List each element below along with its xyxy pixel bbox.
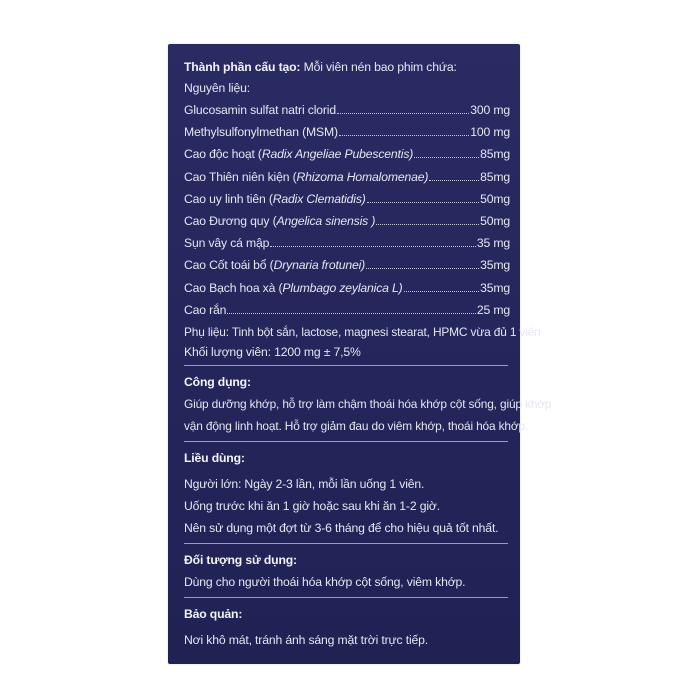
composition-heading	[184, 58, 510, 77]
composition-subtitle: Mỗi viên nén bao phim chứa:	[300, 60, 457, 74]
ingredient-row	[184, 166, 510, 188]
ingredient-latin-name: Drynaria frotunei)	[273, 258, 366, 273]
ingredient-name: Sụn vây cá mập	[184, 236, 270, 251]
leader-dots	[366, 268, 479, 269]
dosage-text-line: Uống trước khi ăn 1 giờ hoặc sau khi ăn 1-2 giờ.	[184, 498, 440, 513]
ingredient-amount: 50mg	[480, 191, 510, 206]
section-divider	[184, 441, 508, 442]
ingredient-amount: 85mg	[480, 147, 510, 162]
storage-title: Bảo quản:	[184, 606, 243, 621]
ingredient-row	[184, 143, 510, 165]
ingredient-amount: 85mg	[480, 169, 510, 184]
dosage-text-line: Nên sử dụng một đợt từ 3-6 tháng để cho hiệu quả tốt nhất.	[184, 520, 499, 535]
ingredient-name: Glucosamin sulfat natri clorid	[184, 103, 336, 117]
ingredient-row	[184, 277, 510, 299]
label-content	[184, 58, 552, 651]
ingredient-name: Cao Cốt toái bổ (Drynaria frotunei)	[184, 258, 366, 273]
ingredient-amount: 300 mg	[470, 103, 510, 117]
product-label-panel	[168, 44, 552, 664]
ingredient-latin-name: Radix Clematidis)	[272, 191, 366, 206]
leader-dots	[414, 157, 479, 158]
leader-dots	[404, 291, 480, 292]
ingredient-latin-name: Rhizoma Homalomenae)	[296, 169, 429, 184]
ingredient-latin-name: Radix Angeliae Pubescentis)	[261, 147, 414, 162]
ingredient-amount: 35mg	[480, 258, 510, 273]
ingredient-amount: 35 mg	[476, 236, 510, 251]
leader-dots	[337, 113, 469, 114]
target-users-text: Dùng cho người thoái hóa khớp cột sống, viêm khớp.	[184, 574, 466, 589]
ingredient-amount: 50mg	[480, 213, 510, 228]
ingredient-amount: 100 mg	[470, 125, 510, 140]
ingredient-latin-name: Plumbago zeylanica L)	[282, 280, 403, 295]
dosage-text-line: Người lớn: Ngày 2-3 lần, mỗi lần uống 1 viên.	[184, 476, 425, 491]
ingredient-latin-name: Angelica sinensis )	[276, 213, 376, 228]
ingredient-row	[184, 188, 510, 210]
raw-materials-label: Nguyên liệu:	[184, 81, 250, 95]
ingredient-row	[184, 232, 510, 254]
leader-dots	[367, 202, 479, 203]
composition-title: Thành phần cấu tạo:	[184, 60, 301, 74]
uses-text-line: vận động linh hoạt. Hỗ trợ giảm đau do viêm khớp, thoái hóa khớp.	[184, 418, 529, 433]
leader-dots	[429, 180, 479, 181]
ingredient-name: Cao Bạch hoa xà (Plumbago zeylanica L)	[184, 280, 403, 295]
storage-text: Nơi khô mát, tránh ánh sáng mặt trời trực tiếp.	[184, 632, 429, 647]
uses-text-line: Giúp dưỡng khớp, hỗ trợ làm chậm thoái hóa khớp cột sống, giúp khớp	[184, 396, 552, 411]
ingredient-amount: 25 mg	[476, 302, 510, 317]
ingredient-name: Methylsulfonylmethan (MSM)	[184, 125, 338, 140]
leader-dots	[270, 246, 476, 247]
section-divider	[184, 543, 508, 544]
excipients-text: Phụ liệu: Tinh bột sắn, lactose, magnesi stearat, HPMC vừa đủ 1 viên	[184, 324, 541, 339]
leader-dots	[376, 224, 479, 225]
section-divider	[184, 365, 508, 366]
leader-dots	[339, 135, 469, 136]
ingredient-row	[184, 299, 510, 321]
tablet-weight-text: Khối lượng viên: 1200 mg ± 7,5%	[184, 344, 361, 359]
dosage-title: Liều dùng:	[184, 450, 245, 465]
target-users-title: Đối tượng sử dụng:	[184, 552, 297, 567]
section-divider	[184, 597, 508, 598]
ingredient-row	[184, 210, 510, 232]
ingredient-row	[184, 99, 510, 121]
ingredient-amount: 35mg	[480, 280, 510, 295]
ingredient-name: Cao Thiên niên kiện (Rhizoma Homalomenae)	[184, 169, 429, 184]
ingredient-row	[184, 254, 510, 276]
ingredient-name: Cao uy linh tiên (Radix Clematidis)	[184, 191, 366, 206]
leader-dots	[227, 313, 476, 314]
ingredient-row	[184, 121, 510, 143]
ingredient-name: Cao độc hoạt (Radix Angeliae Pubescentis)	[184, 147, 414, 162]
ingredient-list	[184, 99, 510, 321]
uses-title: Công dụng:	[184, 374, 251, 389]
ingredient-name: Cao rắn	[184, 302, 227, 317]
ingredient-name: Cao Đương quy (Angelica sinensis )	[184, 213, 376, 228]
